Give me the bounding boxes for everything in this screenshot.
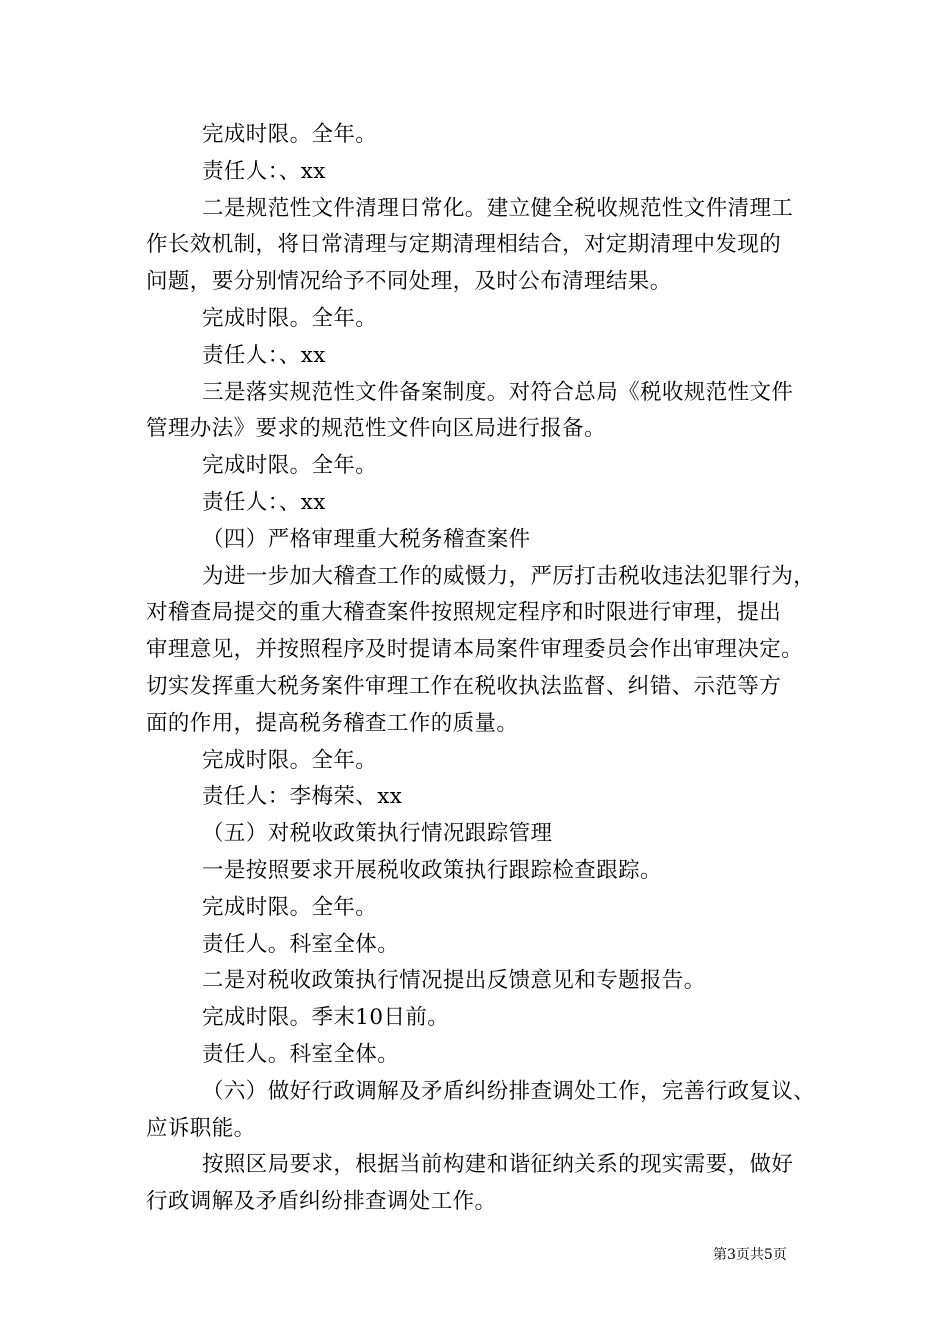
text-line: 责任人：李梅荣、xx xyxy=(202,784,403,810)
text-line: 完成时限。全年。 xyxy=(202,453,378,479)
text-line: 责任人：、xx xyxy=(202,489,326,515)
text-line: 完成时限。全年。 xyxy=(202,122,378,147)
text-line: 二是对税收政策执行情况提出反馈意见和专题报告。 xyxy=(202,968,706,994)
text-line: 应诉职能。 xyxy=(146,1115,256,1141)
text-line: （六）做好行政调解及矛盾纠纷排查调处工作，完善行政复议、 xyxy=(202,1078,816,1104)
text-line: 切实发挥重大税务案件审理工作在税收执法监督、纠错、示范等方 xyxy=(146,673,782,699)
text-line: 作长效机制，将日常清理与定期清理相结合，对定期清理中发现的 xyxy=(146,232,782,258)
text-line: 二是规范性文件清理日常化。建立健全税收规范性文件清理工 xyxy=(202,195,794,221)
page-number: 第3页共5页 xyxy=(713,1247,787,1263)
text-line: 责任人。科室全体。 xyxy=(202,1041,400,1067)
document-body xyxy=(146,117,816,1221)
text-line: 完成时限。全年。 xyxy=(202,747,378,773)
text-line: 一是按照要求开展税收政策执行跟踪检查跟踪。 xyxy=(202,857,662,883)
text-line: 责任人：、xx xyxy=(202,342,326,368)
text-line: 三是落实规范性文件备案制度。对符合总局《税收规范性文件 xyxy=(202,379,794,405)
text-line: 审理意见，并按照程序及时提请本局案件审理委员会作出审理决定。 xyxy=(146,637,804,663)
text-line: 责任人：、xx xyxy=(202,158,326,184)
text-line: 完成时限。季末10日前。 xyxy=(202,1005,450,1031)
text-line: 面的作用，提高税务稽查工作的质量。 xyxy=(146,710,519,736)
text-line: 完成时限。全年。 xyxy=(202,894,378,920)
text-line: 为进一步加大稽查工作的威慑力，严厉打击税收违法犯罪行为， xyxy=(202,563,816,589)
text-line: 问题，要分别情况给予不同处理，及时公布清理结果。 xyxy=(146,269,672,295)
text-line: 责任人。科室全体。 xyxy=(202,931,400,957)
text-line: 对稽查局提交的重大稽查案件按照规定程序和时限进行审理，提出 xyxy=(146,600,782,626)
text-line: 管理办法》要求的规范性文件向区局进行报备。 xyxy=(146,416,606,442)
text-line: 行政调解及矛盾纠纷排查调处工作。 xyxy=(146,1189,497,1215)
text-line: 完成时限。全年。 xyxy=(202,305,378,331)
text-line: （四）严格审理重大税务稽查案件 xyxy=(202,526,531,552)
text-line: （五）对税收政策执行情况跟踪管理 xyxy=(202,821,553,847)
text-line: 按照区局要求，根据当前构建和谐征纳关系的现实需要，做好 xyxy=(202,1152,794,1178)
